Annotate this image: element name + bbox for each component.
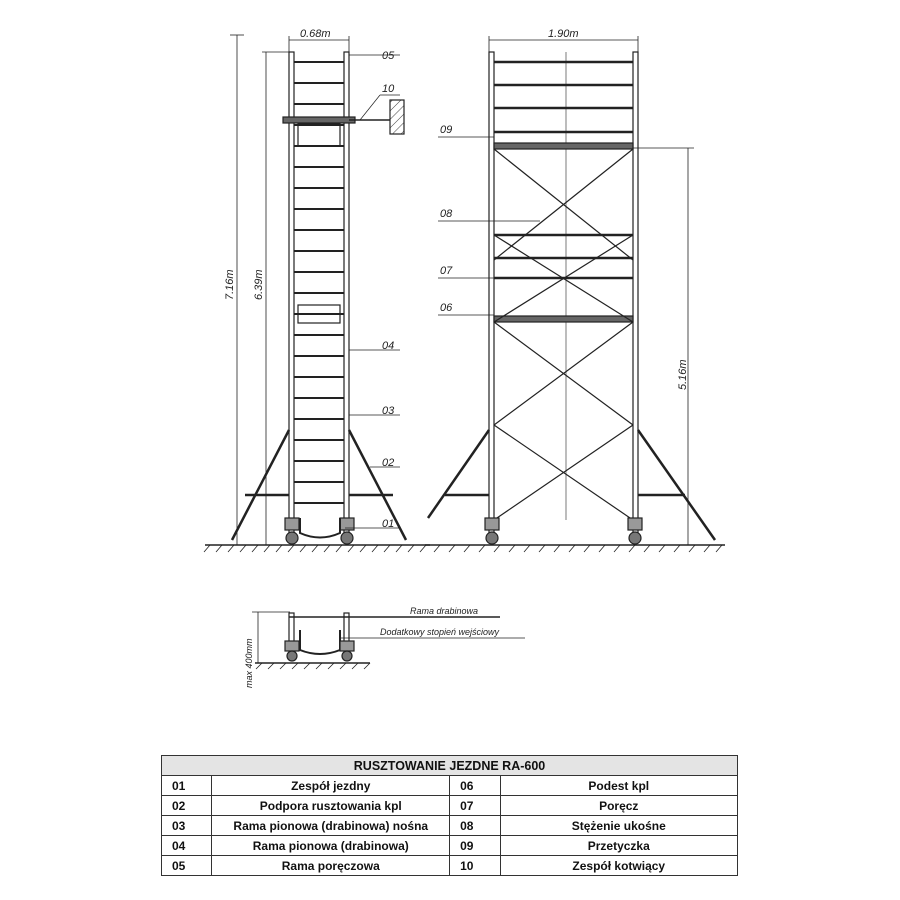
detail-view — [252, 612, 525, 669]
side-view — [204, 35, 430, 552]
part-number: 03 — [162, 816, 212, 836]
table-row — [162, 816, 738, 836]
callout-10: 10 — [382, 83, 395, 95]
part-number: 06 — [450, 776, 500, 796]
parts-table-title: RUSZTOWANIE JEZDNE RA-600 — [162, 756, 738, 776]
part-name: Rama poręczowa — [212, 856, 450, 876]
detail-label-step: Dodatkowy stopień wejściowy — [380, 627, 500, 637]
parts-table — [161, 755, 738, 876]
callout-08: 08 — [440, 208, 453, 220]
dim-width-left: 0.68m — [300, 28, 331, 40]
part-name: Podpora rusztowania kpl — [212, 796, 450, 816]
part-number: 09 — [450, 836, 500, 856]
part-name: Poręcz — [500, 796, 737, 816]
dim-total-height: 7.16m — [224, 269, 236, 300]
table-row — [162, 776, 738, 796]
part-number: 10 — [450, 856, 500, 876]
part-name: Stężenie ukośne — [500, 816, 737, 836]
part-name: Rama pionowa (drabinowa) nośna — [212, 816, 450, 836]
part-number: 07 — [450, 796, 500, 816]
callout-03: 03 — [382, 405, 395, 417]
callout-02: 02 — [382, 457, 395, 469]
dim-width-right: 1.90m — [548, 28, 579, 40]
table-row — [162, 796, 738, 816]
part-number: 08 — [450, 816, 500, 836]
callout-01: 01 — [382, 518, 395, 530]
table-row — [162, 836, 738, 856]
part-number: 02 — [162, 796, 212, 816]
part-number: 04 — [162, 836, 212, 856]
part-number: 05 — [162, 856, 212, 876]
callout-07: 07 — [440, 265, 453, 277]
part-name: Zespół kotwiący — [500, 856, 737, 876]
part-number: 01 — [162, 776, 212, 796]
dim-max-step: max 400mm — [244, 638, 254, 688]
callout-04: 04 — [382, 340, 395, 352]
part-name: Rama pionowa (drabinowa) — [212, 836, 450, 856]
part-name: Zespół jezdny — [212, 776, 450, 796]
callout-09: 09 — [440, 124, 453, 136]
callout-05: 05 — [382, 50, 395, 62]
part-name: Przetyczka — [500, 836, 737, 856]
dim-ladder-height: 6.39m — [253, 269, 265, 300]
front-view — [425, 36, 725, 552]
dim-platform-height: 5.16m — [677, 359, 689, 390]
part-name: Podest kpl — [500, 776, 737, 796]
callout-06: 06 — [440, 302, 453, 314]
detail-label-frame: Rama drabinowa — [410, 606, 479, 616]
table-row — [162, 856, 738, 876]
